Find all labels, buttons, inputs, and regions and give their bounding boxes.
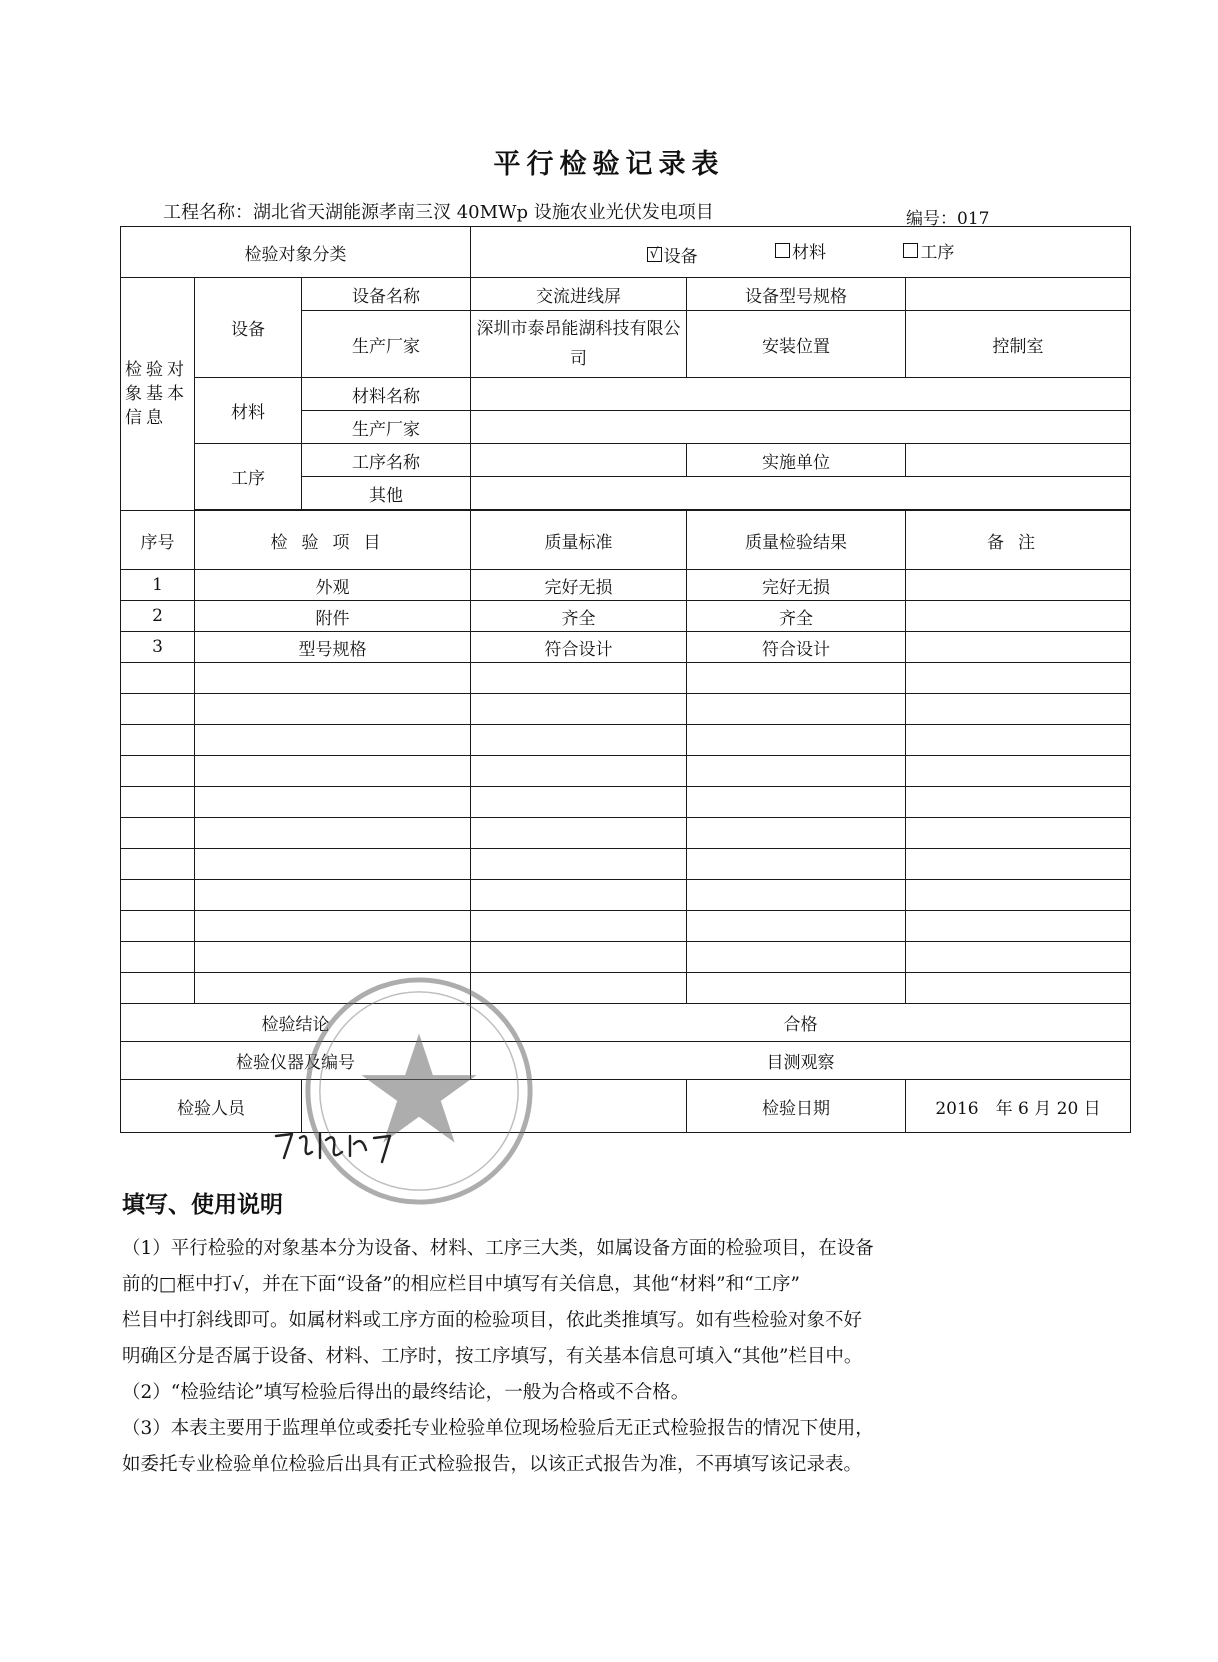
- item-no[interactable]: [121, 818, 195, 849]
- item-name[interactable]: 附件: [195, 601, 471, 632]
- item-remark[interactable]: [906, 880, 1131, 911]
- item-remark[interactable]: [906, 663, 1131, 694]
- item-name[interactable]: [195, 663, 471, 694]
- header-item: 检验项目: [195, 511, 471, 570]
- item-remark[interactable]: [906, 911, 1131, 942]
- item-standard[interactable]: [471, 787, 687, 818]
- material-label: 材料: [195, 378, 302, 444]
- item-no[interactable]: 1: [121, 570, 195, 601]
- item-row: [121, 973, 1131, 1004]
- inspection-record-table: [120, 226, 1131, 1133]
- material-mfr-label: 生产厂家: [302, 411, 471, 444]
- item-standard[interactable]: [471, 973, 687, 1004]
- item-no[interactable]: [121, 880, 195, 911]
- project-name-label: 工程名称：: [163, 202, 253, 223]
- page-title: 平行检验记录表: [493, 149, 725, 180]
- item-remark[interactable]: [906, 756, 1131, 787]
- item-remark[interactable]: [906, 694, 1131, 725]
- item-standard[interactable]: [471, 942, 687, 973]
- item-name[interactable]: 外观: [195, 570, 471, 601]
- inspector-signature[interactable]: [302, 1080, 687, 1133]
- conclusion-row: [121, 1004, 1131, 1042]
- item-no[interactable]: [121, 973, 195, 1004]
- item-row: [121, 570, 1131, 601]
- equipment-mfr-value[interactable]: 深圳市泰昂能湖科技有限公司: [471, 311, 687, 378]
- checkbox-label: 设备: [663, 246, 698, 267]
- item-remark[interactable]: [906, 849, 1131, 880]
- instruction-line: （1）平行检验的对象基本分为设备、材料、工序三大类，如属设备方面的检验项目，在设备: [122, 1238, 874, 1259]
- item-name[interactable]: [195, 942, 471, 973]
- item-standard[interactable]: 齐全: [471, 601, 687, 632]
- item-row: [121, 911, 1131, 942]
- equipment-location-value[interactable]: 控制室: [906, 311, 1131, 378]
- item-remark[interactable]: [906, 601, 1131, 632]
- item-rows: [121, 570, 1131, 1004]
- process-unit-label: 实施单位: [687, 444, 906, 477]
- instruction-line: 栏目中打斜线即可。如属材料或工序方面的检验项目，依此类推填写。如有些检验对象不好: [122, 1310, 863, 1331]
- item-no[interactable]: [121, 725, 195, 756]
- instructions-title: 填写、使用说明: [122, 1192, 283, 1218]
- item-name[interactable]: 型号规格: [195, 632, 471, 663]
- item-result[interactable]: [687, 787, 906, 818]
- item-name[interactable]: [195, 756, 471, 787]
- item-standard[interactable]: 完好无损: [471, 570, 687, 601]
- instruction-line: 如委托专业检验单位检验后出具有正式检验报告，以该正式报告为准，不再填写该记录表。: [122, 1454, 863, 1475]
- material-name-row: [121, 378, 1131, 411]
- item-standard[interactable]: 符合设计: [471, 632, 687, 663]
- item-no[interactable]: [121, 849, 195, 880]
- project-name-value: 湖北省天湖能源孝南三汊 40MWp 设施农业光伏发电项目: [253, 202, 714, 223]
- item-row: [121, 942, 1131, 973]
- equipment-name-value[interactable]: 交流进线屏: [471, 278, 687, 311]
- project-name: [163, 198, 714, 224]
- item-remark[interactable]: [906, 725, 1131, 756]
- checkbox-equipment[interactable]: [647, 242, 698, 267]
- items-header-row: [121, 511, 1131, 570]
- item-standard[interactable]: [471, 756, 687, 787]
- conclusion-value[interactable]: 合格: [471, 1004, 1131, 1042]
- item-remark[interactable]: [906, 632, 1131, 663]
- item-result[interactable]: 齐全: [687, 601, 906, 632]
- item-standard[interactable]: [471, 663, 687, 694]
- item-row: [121, 880, 1131, 911]
- header-no: 序号: [121, 511, 195, 570]
- item-name[interactable]: [195, 725, 471, 756]
- instrument-value[interactable]: 目测观察: [471, 1042, 1131, 1080]
- item-name[interactable]: [195, 880, 471, 911]
- category-options: [471, 227, 1131, 278]
- checkbox-box[interactable]: [775, 243, 790, 258]
- item-name[interactable]: [195, 973, 471, 1004]
- item-row: [121, 756, 1131, 787]
- item-result[interactable]: [687, 880, 906, 911]
- checkbox-label: 材料: [792, 242, 827, 263]
- checkbox-box[interactable]: √: [647, 247, 662, 262]
- item-name[interactable]: [195, 818, 471, 849]
- equipment-name-label: 设备名称: [302, 278, 471, 311]
- basic-info-label: 检验对象基本信息: [121, 278, 195, 511]
- process-name-row: [121, 444, 1131, 477]
- item-remark[interactable]: [906, 787, 1131, 818]
- checkbox-box[interactable]: [903, 243, 918, 258]
- header-standard: 质量标准: [471, 511, 687, 570]
- instruction-line: （3）本表主要用于监理单位或委托专业检验单位现场检验后无正式检验报告的情况下使用，: [122, 1418, 874, 1439]
- category-row: [121, 227, 1131, 278]
- item-no[interactable]: [121, 663, 195, 694]
- instruction-line: 明确区分是否属于设备、材料、工序时，按工序填写，有关基本信息可填入“其他”栏目中。: [122, 1346, 863, 1367]
- item-row: [121, 601, 1131, 632]
- category-label: 检验对象分类: [121, 227, 471, 278]
- instructions: [122, 1186, 1122, 1483]
- item-row: [121, 787, 1131, 818]
- instruction-line: 前的□框中打√，并在下面“设备”的相应栏目中填写有关信息，其他“材料”和“工序”: [122, 1274, 801, 1295]
- item-no[interactable]: [121, 694, 195, 725]
- item-row: [121, 663, 1131, 694]
- item-remark[interactable]: [906, 973, 1131, 1004]
- item-remark[interactable]: [906, 942, 1131, 973]
- item-result[interactable]: [687, 911, 906, 942]
- process-label: 工序: [195, 444, 302, 510]
- item-result[interactable]: 完好无损: [687, 570, 906, 601]
- inspector-label-cell: [121, 1080, 302, 1133]
- item-result[interactable]: [687, 849, 906, 880]
- equipment-name-row: [121, 278, 1131, 311]
- item-standard[interactable]: [471, 818, 687, 849]
- item-row: [121, 694, 1131, 725]
- equipment-label: 设备: [195, 278, 302, 378]
- item-result[interactable]: [687, 818, 906, 849]
- item-standard[interactable]: [471, 849, 687, 880]
- material-name-label: 材料名称: [302, 378, 471, 411]
- item-standard[interactable]: [471, 880, 687, 911]
- serial-label: 编号：: [906, 209, 957, 229]
- item-name[interactable]: [195, 911, 471, 942]
- equipment-mfr-label: 生产厂家: [302, 311, 471, 378]
- item-standard[interactable]: [471, 694, 687, 725]
- item-result[interactable]: 符合设计: [687, 632, 906, 663]
- item-no[interactable]: 3: [121, 632, 195, 663]
- item-row: [121, 818, 1131, 849]
- inspector-label: 检验人员: [177, 1098, 245, 1119]
- serial-value: 017: [957, 209, 990, 229]
- process-other-value[interactable]: [471, 477, 1131, 510]
- item-row: [121, 725, 1131, 756]
- item-no[interactable]: [121, 787, 195, 818]
- date-value[interactable]: 2016 年 6 月 20 日: [906, 1080, 1131, 1133]
- instruction-line: （2）“检验结论”填写检验后得出的最终结论，一般为合格或不合格。: [122, 1382, 690, 1403]
- material-mfr-value[interactable]: [471, 411, 1131, 444]
- item-name[interactable]: [195, 849, 471, 880]
- item-name[interactable]: [195, 787, 471, 818]
- checkbox-label: 工序: [920, 242, 955, 263]
- material-name-value[interactable]: [471, 378, 1131, 411]
- item-no[interactable]: [121, 756, 195, 787]
- item-row: [121, 849, 1131, 880]
- process-name-label: 工序名称: [302, 444, 471, 477]
- instrument-label: 检验仪器及编号: [121, 1042, 471, 1080]
- item-result[interactable]: [687, 694, 906, 725]
- item-standard[interactable]: [471, 725, 687, 756]
- item-row: [121, 632, 1131, 663]
- process-unit-value[interactable]: [906, 444, 1131, 477]
- process-name-value[interactable]: [471, 444, 687, 477]
- process-other-label: 其他: [302, 477, 471, 510]
- checkbox-material[interactable]: [775, 238, 826, 263]
- item-result[interactable]: [687, 663, 906, 694]
- checkbox-process[interactable]: [903, 238, 954, 263]
- item-standard[interactable]: [471, 911, 687, 942]
- item-remark[interactable]: [906, 570, 1131, 601]
- signature-row: [121, 1080, 1131, 1133]
- header-remark: 备注: [906, 511, 1131, 570]
- item-name[interactable]: [195, 694, 471, 725]
- item-result[interactable]: [687, 973, 906, 1004]
- item-result[interactable]: [687, 756, 906, 787]
- equipment-location-label: 安装位置: [687, 311, 906, 378]
- item-no[interactable]: [121, 942, 195, 973]
- item-no[interactable]: [121, 911, 195, 942]
- header-result: 质量检验结果: [687, 511, 906, 570]
- date-label: 检验日期: [687, 1080, 906, 1133]
- equipment-model-value[interactable]: [906, 278, 1131, 311]
- equipment-model-label: 设备型号规格: [687, 278, 906, 311]
- instrument-row: [121, 1042, 1131, 1080]
- item-result[interactable]: [687, 725, 906, 756]
- item-remark[interactable]: [906, 818, 1131, 849]
- conclusion-label: 检验结论: [121, 1004, 471, 1042]
- item-no[interactable]: 2: [121, 601, 195, 632]
- item-result[interactable]: [687, 942, 906, 973]
